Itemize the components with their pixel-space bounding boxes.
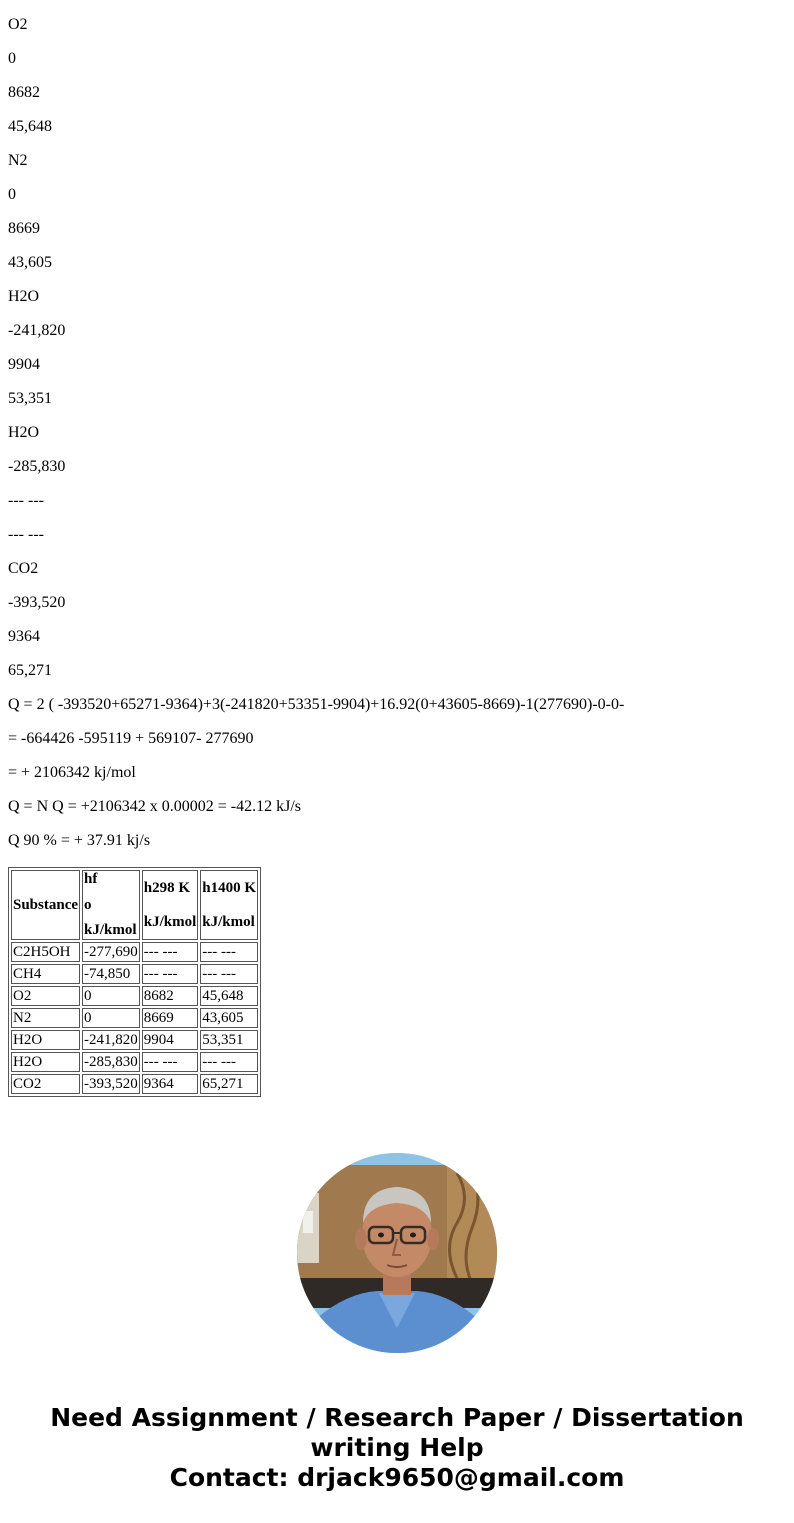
table-row <box>11 964 258 984</box>
table-cell: H2O <box>11 1052 80 1072</box>
table-cell: --- --- <box>142 964 199 984</box>
text-line: 9364 <box>8 628 40 645</box>
text-line: 0 <box>8 186 16 203</box>
header-hf-line: hf <box>84 871 98 887</box>
table-cell: -74,850 <box>82 964 140 984</box>
text-line: 8669 <box>8 220 40 237</box>
text-line: 8682 <box>8 84 40 101</box>
table-cell: C2H5OH <box>11 942 80 962</box>
text-line: --- --- <box>8 526 44 543</box>
header-h298 <box>142 870 199 940</box>
equation-line: Q = N Q = +2106342 x 0.00002 = -42.12 kJ/s <box>8 798 301 815</box>
text-line: -393,520 <box>8 594 66 611</box>
table-row <box>11 942 258 962</box>
text-line: CO2 <box>8 560 39 577</box>
equation-line: = + 2106342 kj/mol <box>8 764 136 781</box>
text-line: N2 <box>8 152 28 169</box>
equation-line: Q 90 % = + 37.91 kj/s <box>8 832 151 849</box>
equation-line: Q = 2 ( -393520+65271-9364)+3(-241820+53351-9904)+16.92(0+43605-8669)-1(277690)-0-0- <box>8 696 625 713</box>
table-row <box>11 1008 258 1028</box>
table-cell: 43,605 <box>200 1008 258 1028</box>
enthalpy-table <box>8 867 261 1097</box>
table-cell: H2O <box>11 1030 80 1050</box>
text-line: O2 <box>8 16 28 33</box>
header-hf-line: o <box>84 897 92 913</box>
header-h1400-line: h1400 K <box>202 880 257 896</box>
table-cell: 9364 <box>142 1074 199 1094</box>
header-h1400 <box>200 870 258 940</box>
text-line: -241,820 <box>8 322 66 339</box>
cta-line: Need Assignment / Research Paper / Dissertation <box>50 1403 744 1432</box>
author-avatar <box>297 1153 497 1353</box>
header-h298-line: kJ/kmol <box>143 914 197 930</box>
table-cell: 9904 <box>142 1030 199 1050</box>
cta-line: writing Help <box>310 1433 484 1462</box>
text-line: 65,271 <box>8 662 52 679</box>
table-cell: N2 <box>11 1008 80 1028</box>
table-row <box>11 986 258 1006</box>
table-cell: --- --- <box>200 942 258 962</box>
header-h1400-line: kJ/kmol <box>202 914 255 930</box>
contact-banner <box>0 1403 794 1493</box>
text-line: 53,351 <box>8 390 52 407</box>
table-cell: 53,351 <box>200 1030 258 1050</box>
table-cell: --- --- <box>200 964 258 984</box>
table-cell: O2 <box>11 986 80 1006</box>
equation-line: = -664426 -595119 + 569107- 277690 <box>8 730 254 747</box>
text-line: -285,830 <box>8 458 66 475</box>
table-cell: 8669 <box>142 1008 199 1028</box>
table-cell: --- --- <box>200 1052 258 1072</box>
table-row <box>11 1074 258 1094</box>
text-line: H2O <box>8 288 40 305</box>
text-line: 0 <box>8 50 16 67</box>
table-cell: -393,520 <box>84 1076 138 1092</box>
table-cell: 45,648 <box>200 986 258 1006</box>
table-cell: 0 <box>82 986 140 1006</box>
text-line: 43,605 <box>8 254 52 271</box>
table-cell: CO2 <box>11 1074 80 1094</box>
text-line: 9904 <box>8 356 40 373</box>
header-substance: Substance <box>11 870 80 940</box>
table-cell: --- --- <box>142 1052 199 1072</box>
table-cell: 0 <box>82 1008 140 1028</box>
table-cell: 65,271 <box>200 1074 258 1094</box>
table-row <box>11 1052 258 1072</box>
table-cell: --- --- <box>142 942 199 962</box>
header-hf <box>82 870 140 940</box>
avatar-portrait <box>297 1153 497 1353</box>
table-cell: -285,830 <box>84 1054 138 1070</box>
table-cell: 8682 <box>142 986 199 1006</box>
document-body <box>8 0 788 850</box>
table-cell: CH4 <box>11 964 80 984</box>
header-hf-line: kJ/kmol <box>84 922 137 938</box>
cta-contact-line: Contact: drjack9650@gmail.com <box>169 1463 625 1492</box>
table-cell: -241,820 <box>84 1032 138 1048</box>
header-h298-line: h298 K <box>143 880 191 896</box>
text-line: 45,648 <box>8 118 52 135</box>
table-cell: -277,690 <box>84 944 138 960</box>
table-row <box>11 1030 258 1050</box>
text-line: H2O <box>8 424 40 441</box>
text-line: --- --- <box>8 492 44 509</box>
table-header-row <box>11 870 258 940</box>
